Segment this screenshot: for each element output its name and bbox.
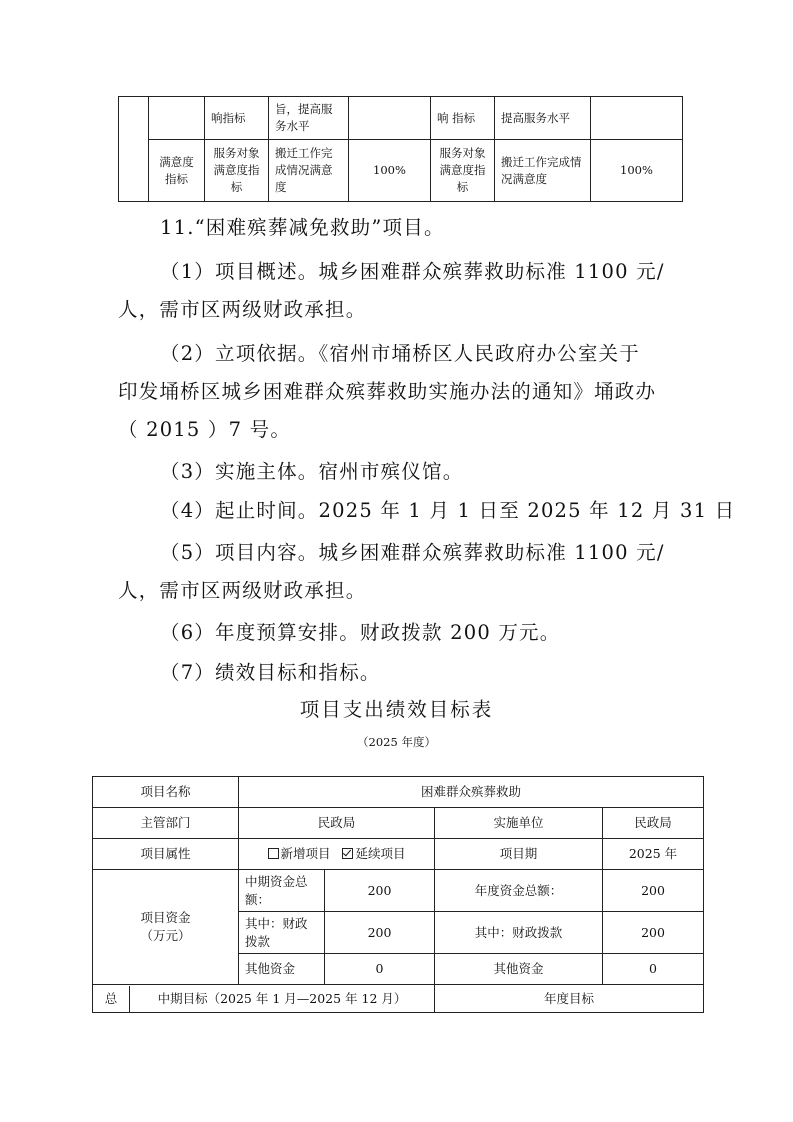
table-title: 项目支出绩效目标表 [299, 698, 494, 721]
table-cell: 100% [591, 140, 683, 202]
mid-goal-label: 中期目标（2025 年 1 月—2025 年 12 月） [157, 990, 407, 1006]
table-cell: 搬迁工作完成情况满意度 [495, 140, 591, 202]
attr-label: 项目属性 [93, 839, 239, 870]
paragraph-line: （1）项目概述。城乡困难群众殡葬救助标准 1100 元/ [160, 260, 665, 283]
other-value: 0 [325, 954, 435, 985]
attr-new-label: 新增项目 [280, 846, 331, 861]
attr-options [239, 839, 435, 870]
table-cell: 服务对象满意度指标 [205, 140, 269, 202]
table-subtitle: （2025 年度） [357, 735, 436, 749]
period-label: 项目期 [435, 839, 603, 870]
table-cell [349, 97, 431, 140]
table-cell: 服务对象满意度指标 [431, 140, 495, 202]
mid-total: 200 [325, 870, 435, 912]
other-label: 其他资金 [239, 954, 325, 985]
paragraph-line: 印发埇桥区城乡困难群众殡葬救助实施办法的通知》埇政办 [118, 380, 657, 403]
table-cell: 旨，提高服务水平 [269, 97, 349, 140]
paragraph-line: 人，需市区两级财政承担。 [118, 579, 367, 602]
table-cell [119, 97, 149, 202]
table-cell: 响 指标 [431, 97, 495, 140]
annual-goal-label: 年度目标 [435, 985, 704, 1013]
annual-other-label: 其他资金 [435, 954, 603, 985]
paragraph-line: （ 2015 ）7 号。 [118, 418, 292, 441]
paragraph-line: （7）绩效目标和指标。 [160, 661, 381, 684]
impl-label: 实施单位 [435, 808, 603, 839]
budget-table [92, 776, 704, 1013]
paragraph-line: （6）年度预算安排。财政拨款 200 万元。 [160, 621, 561, 644]
paragraph-line: 人，需市区两级财政承担。 [118, 298, 367, 321]
project-name-label: 项目名称 [93, 777, 239, 808]
section-heading: 11.“困难殡葬减免救助”项目。 [160, 216, 445, 239]
paragraph-line: （2）立项依据。《宿州市埇桥区人民政府办公室关于 [160, 342, 640, 365]
annual-fiscal: 200 [603, 912, 704, 954]
funds-label [93, 870, 239, 985]
funds-unit: （万元） [140, 928, 191, 943]
top-indicator-table [118, 96, 683, 202]
annual-other-value: 0 [603, 954, 704, 985]
table-cell: 满意度指标 [149, 140, 205, 202]
table-cell [149, 97, 205, 140]
checkbox-new[interactable] [268, 848, 279, 859]
annual-fiscal-label: 其中：财政拨款 [435, 912, 603, 954]
paragraph-line: （3）实施主体。宿州市殡仪馆。 [160, 460, 464, 483]
table-cell [591, 97, 683, 140]
annual-total-label: 年度资金总额： [435, 870, 603, 912]
funds-label-text: 项目资金 [140, 910, 191, 925]
table-cell: 响指标 [205, 97, 269, 140]
dept-label: 主管部门 [93, 808, 239, 839]
paragraph-line: （4）起止时间。2025 年 1 月 1 日至 2025 年 12 月 31 日 [160, 499, 736, 522]
annual-total: 200 [603, 870, 704, 912]
paragraph-line: （5）项目内容。城乡困难群众殡葬救助标准 1100 元/ [160, 541, 665, 564]
checkbox-continue-checked[interactable] [342, 848, 353, 859]
mid-total-label: 中期资金总额： [239, 870, 325, 912]
impl-value: 民政局 [603, 808, 704, 839]
table-cell: 提高服务水平 [495, 97, 591, 140]
total-label: 总 [93, 986, 130, 1012]
mid-fiscal: 200 [325, 912, 435, 954]
table-cell: 搬迁工作完成情况满意度 [269, 140, 349, 202]
mid-goal-cell [93, 985, 435, 1013]
period-value: 2025 年 [603, 839, 704, 870]
dept-value: 民政局 [239, 808, 435, 839]
attr-cont-label: 延续项目 [355, 846, 406, 861]
table-cell: 100% [349, 140, 431, 202]
project-name: 困难群众殡葬救助 [239, 777, 704, 808]
mid-fiscal-label: 其中：财政拨款 [239, 912, 325, 954]
